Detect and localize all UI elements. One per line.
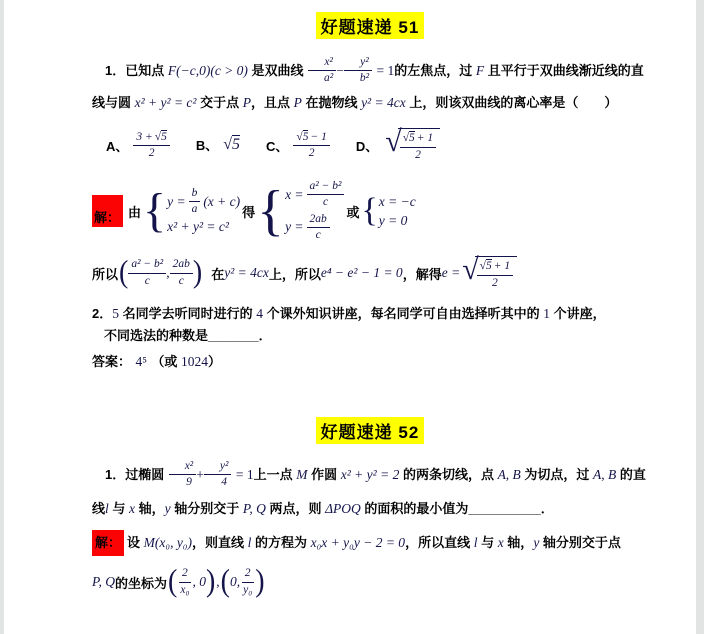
answer-blank: _______	[208, 328, 259, 343]
section-52-title: 好题速递 52	[316, 417, 425, 444]
big-root: √ √ 5 + 1 2	[462, 256, 517, 289]
option-c: C、 √ 5 − 1 2	[266, 130, 330, 160]
fraction: $\frac{\text{x²}}{\text{a²}}$	[308, 56, 336, 85]
document-content	[92, 6, 648, 604]
s51-solution-line-1: 解： 由 { y = $\frac{b}{a}$ (x + c) x² + y² = c² 得 { x = $\frac{\text{a² − b²}}{c}$ y = $\frac{2ab}{c}$ 或 { x = −c y = 0	[94, 179, 416, 242]
sqrt: √ 5	[223, 136, 241, 154]
section-51-title-row	[92, 12, 648, 39]
brace: {	[143, 184, 167, 238]
fraction: $\frac{\text{y²}}{4}$	[204, 460, 232, 489]
option-d: D、 √ √ 5 + 1 2	[356, 128, 442, 161]
s51-answer: 答案： 4⁵ （或 1024）	[92, 354, 222, 369]
fraction: √ 5 − 1 2	[293, 130, 329, 160]
coordinate-pair: ( $\frac{\text{a² − b²}}{c}$ , $\frac{2ab}{c}$ )	[119, 254, 203, 291]
s52-solution-line-1: 解： 设 M(x₀, y₀)，则直线 l 的方程为 x₀x + y₀y − 2 = 0，所以直线 l 与 x 轴，y 轴分别交于点	[92, 530, 648, 556]
s51-options-row	[92, 125, 648, 165]
s51-problem-2: 2．5 名同学去听同时进行的 4 个课外知识讲座，每名同学可自由选择听其中的 1 个讲座， 不同选法的种数是_______．	[92, 306, 606, 343]
fraction: $\frac{\text{y²}}{\text{b²}}$	[344, 56, 372, 85]
s52-solution-line-2: P, Q 的坐标为 ( $\frac{2}{\text{x₀}}$ , 0 ) , ( 0, $\frac{2}{\text{y₀}}$ )	[92, 563, 265, 600]
brace: {	[257, 179, 285, 242]
answer-blank: __________	[468, 501, 541, 516]
equation-system: { y = $\frac{b}{a}$ (x + c) x² + y² = c²	[143, 184, 241, 238]
option-b: B、 √ 5	[195, 136, 241, 154]
s52-problem-1: 1．过椭圆 $\frac{\text{x²}}{9}$ + $\frac{\text{y²}}{4}$ = 1上一点 M 作圆 x² + y² = 2 的两条切线，点 A, B 为切点，过 A, B 的直线l 与 x 轴，y 轴分别交于 P, Q 两点，则 ΔPOQ 的面积的最小值为__________．	[92, 460, 646, 516]
section-51-title: 好题速递 51	[316, 12, 425, 39]
solution-label-highlight: 解：	[92, 530, 124, 556]
page-edge-right	[696, 0, 704, 634]
coordinate-pair: ( 0, $\frac{2}{\text{y₀}}$ )	[220, 563, 265, 600]
big-root: √ √ 5 + 1 2	[385, 128, 440, 161]
page-edge-left	[0, 0, 4, 634]
s51-problem-1: 1．已知点 F(−c,0)(c > 0) 是双曲线 $\frac{\text{x²}}{\text{a²}}$ − $\frac{\text{y²}}{\text{b²}}$ = 1的左焦点，过 F 且平行于双曲线渐近线的直线与圆 x² + y² = c² 交于点 P，且点 P 在抛物线 y² = 4cx 上，则该双曲线的离心率是（ ）	[92, 56, 644, 110]
section-52-title-row	[92, 417, 648, 444]
solution-label-highlight: 解：	[92, 195, 123, 227]
brace: {	[361, 191, 378, 229]
equation-system: { x = −c y = 0	[361, 191, 416, 229]
answer-label: 答案：	[92, 354, 132, 369]
s51-solution-line-2: 所以 ( $\frac{\text{a² − b²}}{c}$ , $\frac{2ab}{c}$ ) 在 y² = 4cx 上，所以 e⁴ − e² − 1 = 0 ，解得 e = √ √ 5 + 1 2	[92, 251, 648, 295]
equation-system: { x = $\frac{\text{a² − b²}}{c}$ y = $\frac{2ab}{c}$	[257, 180, 344, 242]
problem-number: 2．	[92, 306, 113, 321]
coordinate-pair: ( $\frac{2}{\text{x₀}}$ , 0 )	[168, 563, 216, 600]
fraction: $\frac{\text{x²}}{9}$	[169, 460, 197, 489]
option-a: A、 3 + √ 5 2	[106, 130, 170, 160]
fraction: 3 + √ 5 2	[133, 130, 169, 160]
problem-number: 1．	[105, 63, 126, 78]
problem-number: 1．	[105, 467, 126, 482]
